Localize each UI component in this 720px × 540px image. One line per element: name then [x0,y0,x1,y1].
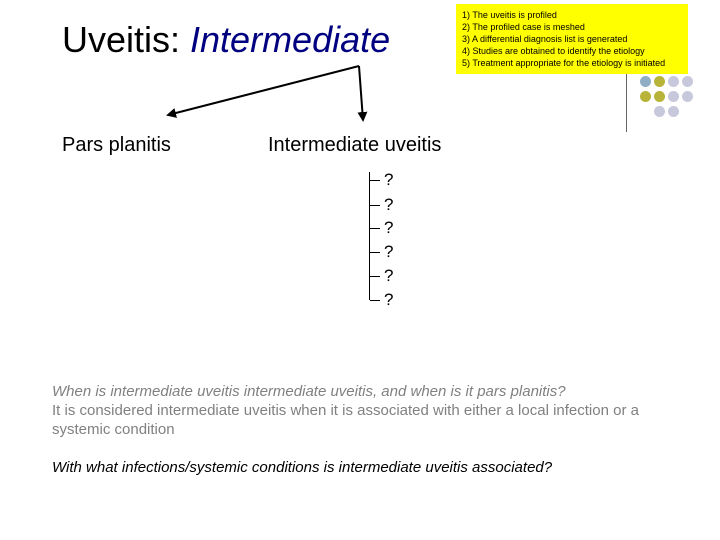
question-mark: ? [384,218,394,237]
arrow-right [359,66,363,120]
question-mark: ? [384,266,394,285]
arrow-left [168,66,359,115]
note-line: 3) A differential diagnosis list is generated [462,34,628,44]
question-mark: ? [384,195,394,214]
list-item [370,195,400,215]
followup-question: With what infections/systemic conditions is intermediate uveitis associated? [52,459,553,476]
question-mark: ? [384,170,394,189]
title-accent: Intermediate [190,19,391,60]
question-mark: ? [384,290,394,309]
list-item [370,218,400,238]
title-prefix: Uveitis: [62,19,191,60]
note-line: 5) Treatment appropriate for the etiology is initiated [462,58,666,68]
note-line: 1) The uveitis is profiled [462,10,557,20]
list-item [370,170,400,190]
question-paragraph: When is intermediate uveitis intermediate uveitis, and when is it pars planitis? [52,383,566,400]
list-item [370,242,400,262]
question-mark: ? [384,242,394,261]
note-line: 2) The profiled case is meshed [462,22,585,32]
answer-paragraph: It is considered intermediate uveitis when it is associated with either a local infection or a systemic condition [52,402,639,438]
branch-intermediate-uveitis: Intermediate uveitis [268,134,442,156]
list-item [370,290,400,310]
branch-pars-planitis: Pars planitis [62,134,171,156]
note-line: 4) Studies are obtained to identify the etiology [462,46,645,56]
list-item [370,266,400,286]
